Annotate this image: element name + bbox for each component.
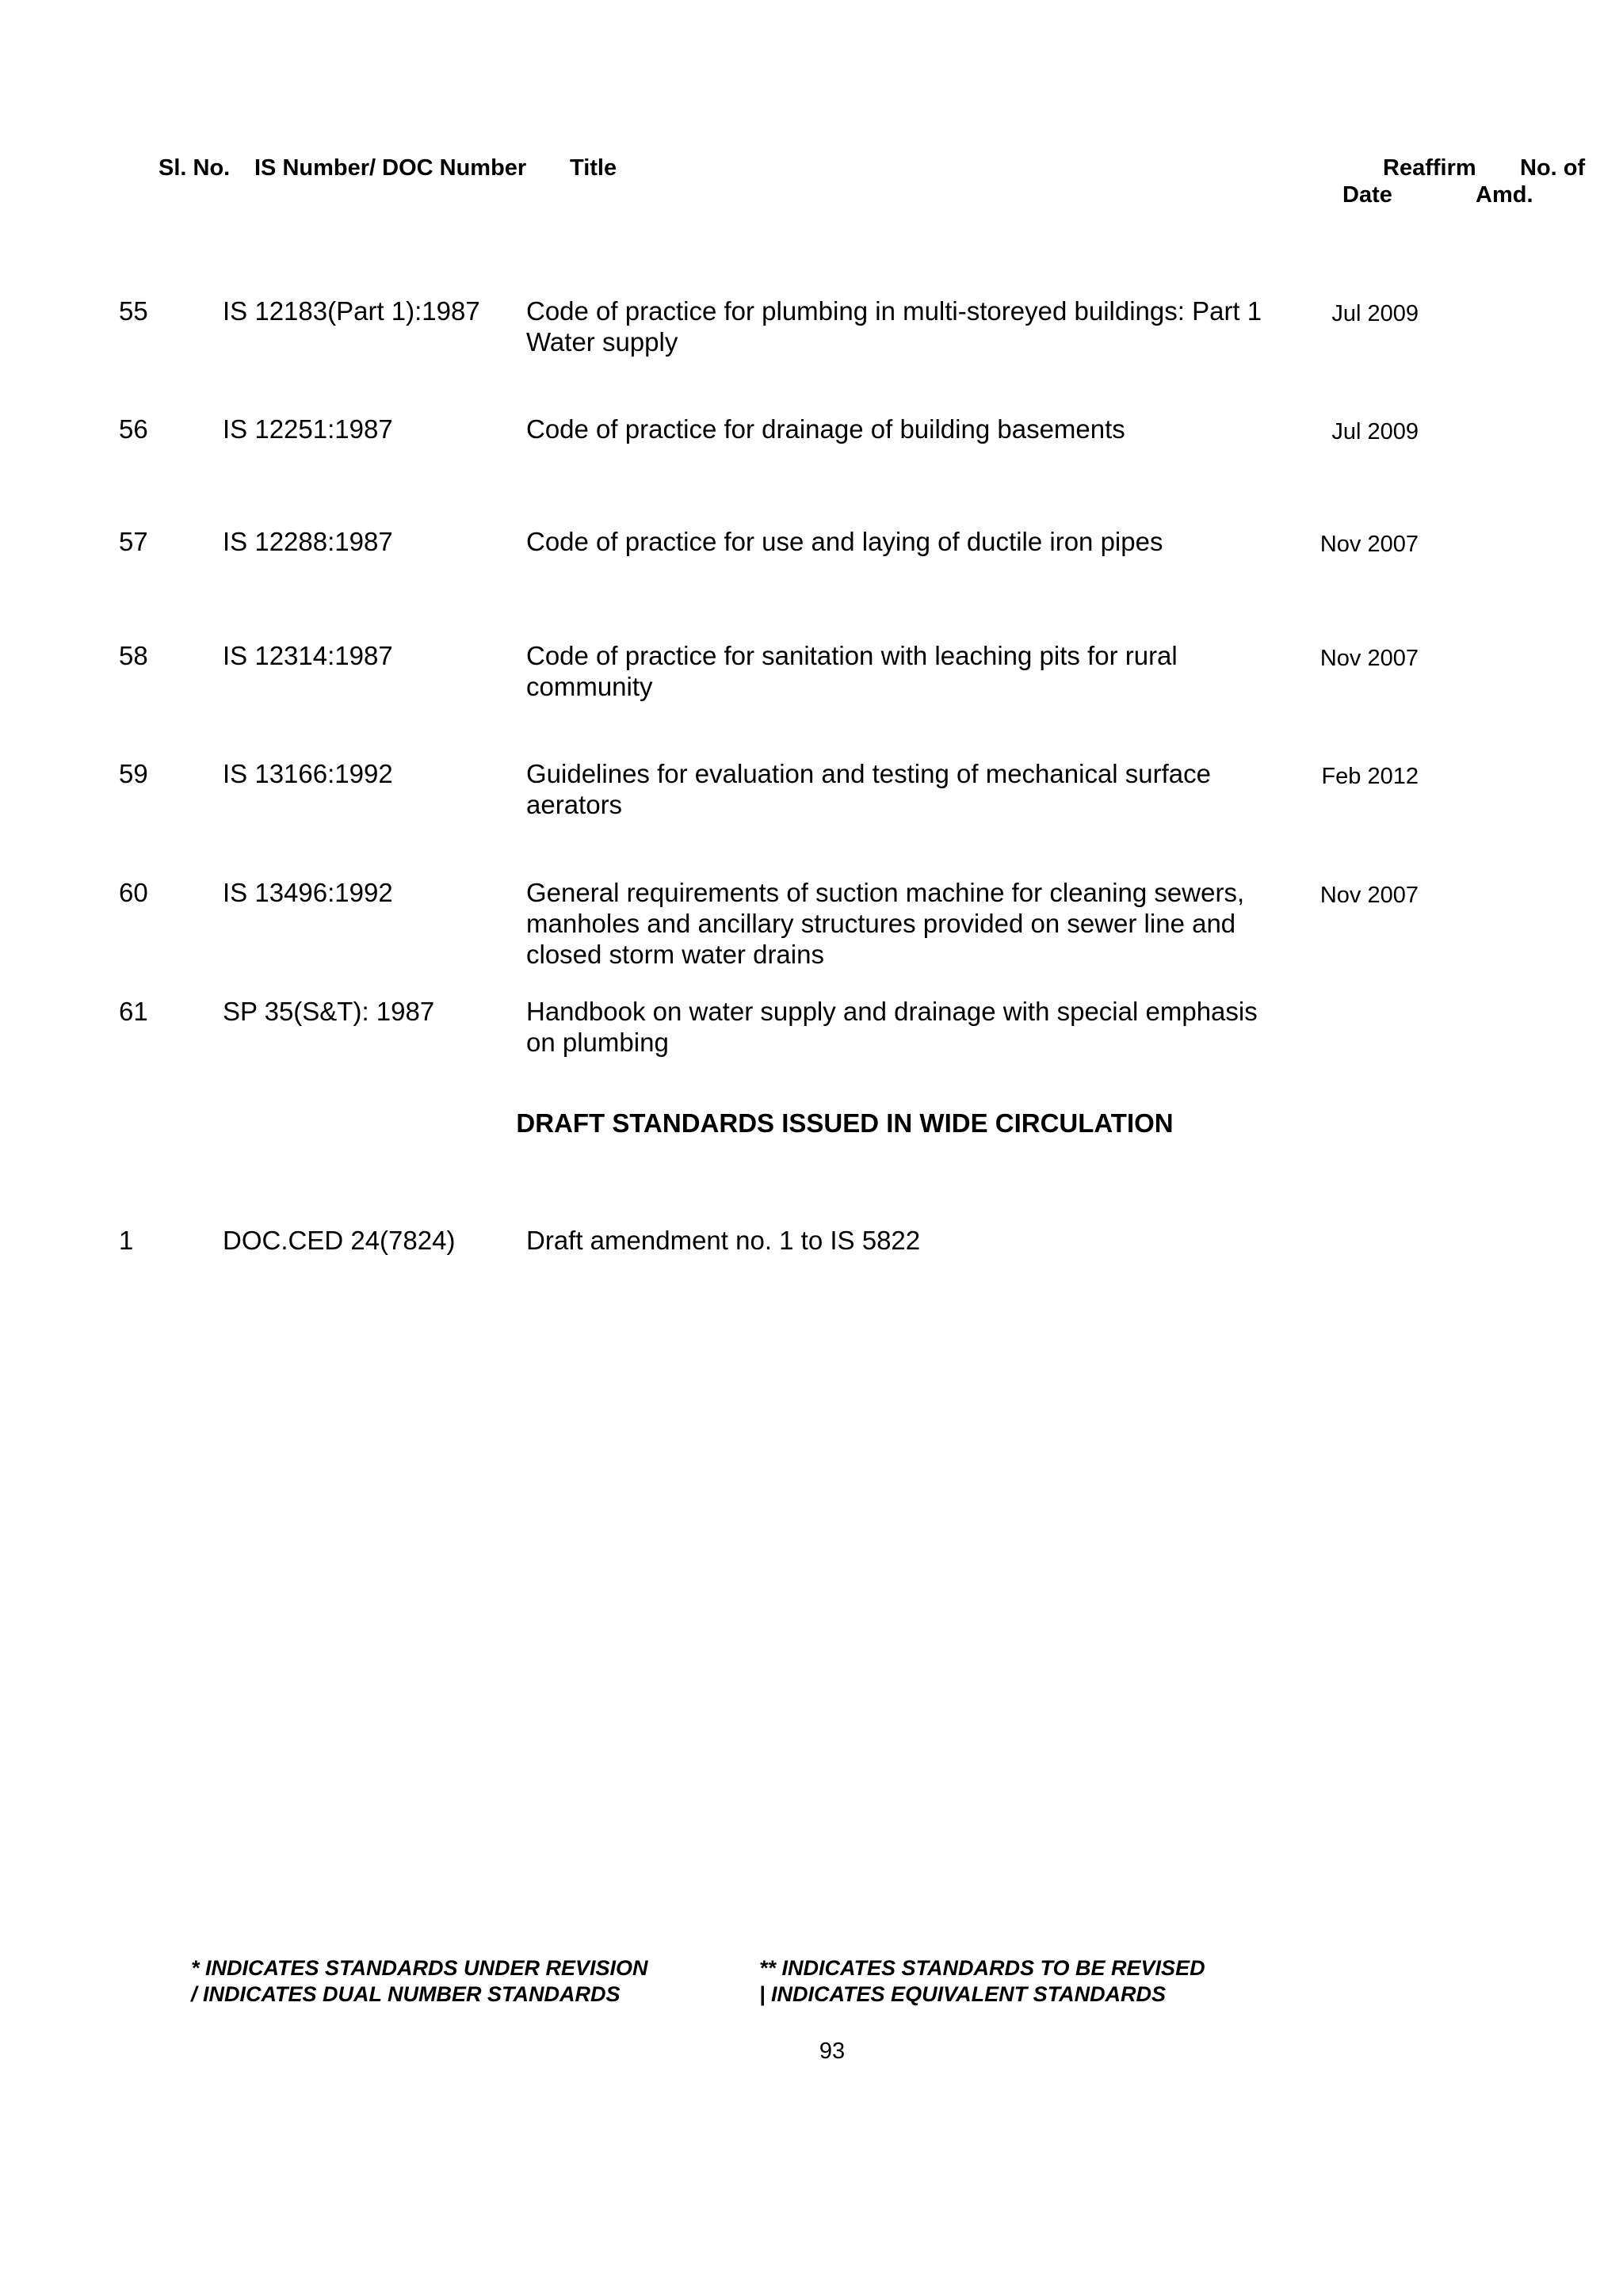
legend-under-revision: * INDICATES STANDARDS UNDER REVISION	[191, 1956, 648, 1980]
standard-title: Code of practice for sanitation with leaching pits for rural community	[526, 641, 1178, 701]
reaffirm-date: Feb 2012	[1321, 764, 1419, 789]
header-title: Title	[570, 155, 617, 181]
standard-title: Handbook on water supply and drainage with special emphasis on plumbing	[526, 997, 1258, 1057]
sl-no: 55	[119, 296, 148, 326]
standard-title: General requirements of suction machine for cleaning sewers, manholes and ancillary structures provided on sewer line and closed storm water drains	[526, 878, 1245, 969]
is-number: IS 13496:1992	[223, 878, 393, 907]
is-number: IS 12314:1987	[223, 641, 393, 670]
legend-equivalent: | INDICATES EQUIVALENT STANDARDS	[759, 1982, 1167, 2006]
doc-number: DOC.CED 24(7824)	[223, 1226, 456, 1255]
sl-no: 61	[119, 997, 148, 1026]
reaffirm-date: Jul 2009	[1331, 419, 1419, 444]
sl-no: 56	[119, 414, 148, 444]
sl-no: 58	[119, 641, 148, 670]
is-number: IS 12183(Part 1):1987	[223, 296, 480, 326]
header-reaffirm: Reaffirm	[1383, 155, 1476, 181]
sl-no: 59	[119, 759, 148, 788]
is-number: SP 35(S&T): 1987	[223, 997, 435, 1026]
is-number: IS 12288:1987	[223, 527, 393, 556]
standard-title: Code of practice for drainage of building basements	[526, 414, 1125, 444]
standard-title: Code of practice for use and laying of ductile iron pipes	[526, 527, 1163, 556]
header-no-of: No. of	[1520, 155, 1586, 181]
reaffirm-date: Jul 2009	[1331, 301, 1419, 326]
header-sl-no: Sl. No.	[158, 155, 231, 181]
is-number: IS 12251:1987	[223, 414, 393, 444]
legend-dual-number: / INDICATES DUAL NUMBER STANDARDS	[191, 1982, 621, 2006]
header-is-number: IS Number/ DOC Number	[254, 155, 527, 181]
header-date: Date	[1342, 182, 1392, 208]
standard-title: Guidelines for evaluation and testing of mechanical surface aerators	[526, 759, 1212, 819]
section-title: DRAFT STANDARDS ISSUED IN WIDE CIRCULATION	[516, 1108, 1174, 1138]
reaffirm-date: Nov 2007	[1319, 646, 1419, 671]
sl-no: 60	[119, 878, 148, 907]
sl-no: 1	[119, 1226, 134, 1255]
standard-title: Code of practice for plumbing in multi-storeyed buildings: Part 1 Water supply	[526, 296, 1262, 357]
sl-no: 57	[119, 527, 148, 556]
is-number: IS 13166:1992	[223, 759, 393, 788]
reaffirm-date: Nov 2007	[1319, 532, 1419, 557]
draft-title: Draft amendment no. 1 to IS 5822	[526, 1226, 921, 1255]
legend-to-be-revised: ** INDICATES STANDARDS TO BE REVISED	[759, 1956, 1205, 1980]
header-amd: Amd.	[1476, 182, 1533, 208]
page-number: 93	[819, 2039, 846, 2064]
reaffirm-date: Nov 2007	[1319, 883, 1419, 908]
